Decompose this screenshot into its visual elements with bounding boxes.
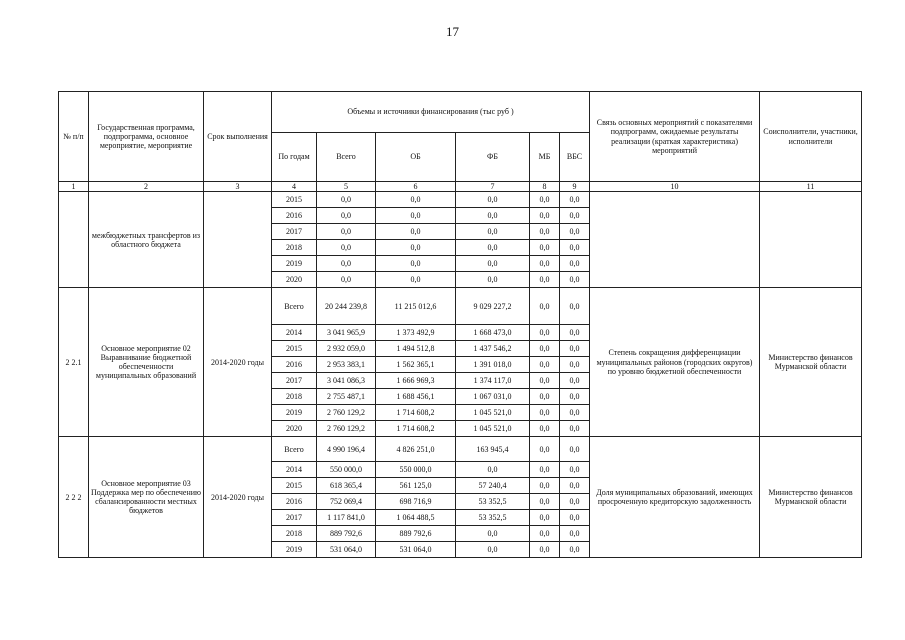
total-cell: 0,0 <box>317 208 376 224</box>
ob-cell: 4 826 251,0 <box>376 437 456 462</box>
column-number: 6 <box>376 182 456 192</box>
vbs-cell: 0,0 <box>560 341 590 357</box>
total-cell: 0,0 <box>317 192 376 208</box>
program-name: Основное мероприятие 03 Поддержка мер по обеспечению сбалансированности местных бюджетов <box>89 437 204 558</box>
vbs-cell: 0,0 <box>560 462 590 478</box>
fb-cell: 0,0 <box>456 224 530 240</box>
total-cell: 0,0 <box>317 240 376 256</box>
ob-cell: 1 373 492,9 <box>376 325 456 341</box>
header-mb: МБ <box>530 133 560 182</box>
column-number: 11 <box>760 182 862 192</box>
term: 2014-2020 годы <box>204 288 272 437</box>
total-cell: 2 932 059,0 <box>317 341 376 357</box>
mb-cell: 0,0 <box>530 510 560 526</box>
header-program: Государственная программа, подпрограмма, основное мероприятие, мероприятие <box>89 92 204 182</box>
mb-cell: 0,0 <box>530 405 560 421</box>
vbs-cell: 0,0 <box>560 256 590 272</box>
fb-cell: 1 067 031,0 <box>456 389 530 405</box>
total-cell: 531 064,0 <box>317 542 376 558</box>
mb-cell: 0,0 <box>530 421 560 437</box>
vbs-cell: 0,0 <box>560 208 590 224</box>
fb-cell: 0,0 <box>456 272 530 288</box>
executor <box>760 192 862 288</box>
ob-cell: 1 688 456,1 <box>376 389 456 405</box>
mb-cell: 0,0 <box>530 325 560 341</box>
year-cell: 2020 <box>272 272 317 288</box>
ob-cell: 531 064,0 <box>376 542 456 558</box>
mb-cell: 0,0 <box>530 256 560 272</box>
mb-cell: 0,0 <box>530 389 560 405</box>
total-cell: 2 953 383,1 <box>317 357 376 373</box>
year-cell: Всего <box>272 437 317 462</box>
mb-cell: 0,0 <box>530 240 560 256</box>
column-number: 1 <box>59 182 89 192</box>
column-number: 3 <box>204 182 272 192</box>
table-row <box>59 192 862 208</box>
ob-cell: 0,0 <box>376 224 456 240</box>
year-cell: 2014 <box>272 325 317 341</box>
header-total: Всего <box>317 133 376 182</box>
column-number: 9 <box>560 182 590 192</box>
program-name: Основное мероприятие 02 Выравнивание бюджетной обеспеченности муниципальных образований <box>89 288 204 437</box>
page-number: 17 <box>446 24 459 39</box>
total-cell: 2 755 487,1 <box>317 389 376 405</box>
fb-cell: 9 029 227,2 <box>456 288 530 325</box>
ob-cell: 550 000,0 <box>376 462 456 478</box>
total-cell: 618 365,4 <box>317 478 376 494</box>
year-cell: 2015 <box>272 192 317 208</box>
fb-cell: 1 668 473,0 <box>456 325 530 341</box>
mb-cell: 0,0 <box>530 272 560 288</box>
year-cell: 2020 <box>272 421 317 437</box>
total-cell: 4 990 196,4 <box>317 437 376 462</box>
vbs-cell: 0,0 <box>560 224 590 240</box>
year-cell: 2018 <box>272 240 317 256</box>
header-ob: ОБ <box>376 133 456 182</box>
year-cell: 2016 <box>272 357 317 373</box>
header-funding: Объемы и источники финансирования (тыс руб ) <box>272 92 590 133</box>
total-cell: 3 041 965,9 <box>317 325 376 341</box>
ob-cell: 698 716,9 <box>376 494 456 510</box>
mb-cell: 0,0 <box>530 208 560 224</box>
executor: Министерство финансов Мурманской области <box>760 288 862 437</box>
year-cell: 2019 <box>272 405 317 421</box>
year-cell: 2016 <box>272 208 317 224</box>
header-num: № п/п <box>59 92 89 182</box>
fb-cell: 0,0 <box>456 192 530 208</box>
row-num <box>59 192 89 288</box>
program-name: межбюджетных трансфертов из областного бюджета <box>89 192 204 288</box>
year-cell: 2017 <box>272 224 317 240</box>
vbs-cell: 0,0 <box>560 542 590 558</box>
vbs-cell: 0,0 <box>560 288 590 325</box>
ob-cell: 1 064 488,5 <box>376 510 456 526</box>
year-cell: Всего <box>272 288 317 325</box>
header-term: Срок выполнения <box>204 92 272 182</box>
year-cell: 2015 <box>272 341 317 357</box>
header-executors: Соисполнители, участники, исполнители <box>760 92 862 182</box>
ob-cell: 1 666 969,3 <box>376 373 456 389</box>
vbs-cell: 0,0 <box>560 325 590 341</box>
mb-cell: 0,0 <box>530 341 560 357</box>
ob-cell: 0,0 <box>376 256 456 272</box>
header-by-year: По годам <box>272 133 317 182</box>
fb-cell: 0,0 <box>456 462 530 478</box>
column-number: 10 <box>590 182 760 192</box>
header-link: Связь основных мероприятий с показателями подпрограмм, ожидаемые результаты реализации (краткая характеристика) мероприятий <box>590 92 760 182</box>
total-cell: 0,0 <box>317 224 376 240</box>
mb-cell: 0,0 <box>530 478 560 494</box>
vbs-cell: 0,0 <box>560 526 590 542</box>
mb-cell: 0,0 <box>530 373 560 389</box>
header-vbs: ВБС <box>560 133 590 182</box>
fb-cell: 53 352,5 <box>456 510 530 526</box>
vbs-cell: 0,0 <box>560 478 590 494</box>
fb-cell: 1 437 546,2 <box>456 341 530 357</box>
mb-cell: 0,0 <box>530 224 560 240</box>
year-cell: 2019 <box>272 542 317 558</box>
mb-cell: 0,0 <box>530 494 560 510</box>
year-cell: 2018 <box>272 526 317 542</box>
mb-cell: 0,0 <box>530 288 560 325</box>
ob-cell: 11 215 012,6 <box>376 288 456 325</box>
fb-cell: 1 391 018,0 <box>456 357 530 373</box>
link-text <box>590 192 760 288</box>
link-text: Доля муниципальных образований, имеющих просроченную кредиторскую задолженность <box>590 437 760 558</box>
term <box>204 192 272 288</box>
total-cell: 0,0 <box>317 272 376 288</box>
year-cell: 2016 <box>272 494 317 510</box>
ob-cell: 1 714 608,2 <box>376 405 456 421</box>
vbs-cell: 0,0 <box>560 437 590 462</box>
fb-cell: 1 045 521,0 <box>456 421 530 437</box>
vbs-cell: 0,0 <box>560 192 590 208</box>
ob-cell: 0,0 <box>376 272 456 288</box>
year-cell: 2018 <box>272 389 317 405</box>
total-cell: 0,0 <box>317 256 376 272</box>
table-row <box>59 437 862 462</box>
year-cell: 2014 <box>272 462 317 478</box>
ob-cell: 0,0 <box>376 192 456 208</box>
row-num: 2 2.1 <box>59 288 89 437</box>
column-number: 4 <box>272 182 317 192</box>
fb-cell: 57 240,4 <box>456 478 530 494</box>
vbs-cell: 0,0 <box>560 494 590 510</box>
column-number: 7 <box>456 182 530 192</box>
vbs-cell: 0,0 <box>560 389 590 405</box>
financing-table <box>58 91 862 558</box>
ob-cell: 1 494 512,8 <box>376 341 456 357</box>
fb-cell: 1 045 521,0 <box>456 405 530 421</box>
ob-cell: 1 562 365,1 <box>376 357 456 373</box>
vbs-cell: 0,0 <box>560 373 590 389</box>
year-cell: 2015 <box>272 478 317 494</box>
total-cell: 20 244 239,8 <box>317 288 376 325</box>
term: 2014-2020 годы <box>204 437 272 558</box>
mb-cell: 0,0 <box>530 462 560 478</box>
table-row <box>59 288 862 325</box>
ob-cell: 1 714 608,2 <box>376 421 456 437</box>
fb-cell: 0,0 <box>456 256 530 272</box>
total-cell: 1 117 841,0 <box>317 510 376 526</box>
column-number: 2 <box>89 182 204 192</box>
fb-cell: 0,0 <box>456 542 530 558</box>
link-text: Степень сокращения дифференциации муниципальных районов (городских округов) по уровню бюджетной обеспеченности <box>590 288 760 437</box>
column-number: 8 <box>530 182 560 192</box>
mb-cell: 0,0 <box>530 192 560 208</box>
ob-cell: 889 792,6 <box>376 526 456 542</box>
total-cell: 3 041 086,3 <box>317 373 376 389</box>
ob-cell: 561 125,0 <box>376 478 456 494</box>
column-number-row <box>59 182 862 192</box>
fb-cell: 1 374 117,0 <box>456 373 530 389</box>
total-cell: 550 000,0 <box>317 462 376 478</box>
year-cell: 2017 <box>272 510 317 526</box>
vbs-cell: 0,0 <box>560 240 590 256</box>
year-cell: 2017 <box>272 373 317 389</box>
year-cell: 2019 <box>272 256 317 272</box>
total-cell: 752 069,4 <box>317 494 376 510</box>
fb-cell: 0,0 <box>456 208 530 224</box>
fb-cell: 0,0 <box>456 240 530 256</box>
executor: Министерство финансов Мурманской области <box>760 437 862 558</box>
vbs-cell: 0,0 <box>560 357 590 373</box>
mb-cell: 0,0 <box>530 526 560 542</box>
total-cell: 889 792,6 <box>317 526 376 542</box>
vbs-cell: 0,0 <box>560 405 590 421</box>
column-number: 5 <box>317 182 376 192</box>
vbs-cell: 0,0 <box>560 272 590 288</box>
table-body <box>59 192 862 558</box>
ob-cell: 0,0 <box>376 240 456 256</box>
fb-cell: 163 945,4 <box>456 437 530 462</box>
fb-cell: 53 352,5 <box>456 494 530 510</box>
mb-cell: 0,0 <box>530 542 560 558</box>
table-header <box>59 92 862 192</box>
total-cell: 2 760 129,2 <box>317 405 376 421</box>
vbs-cell: 0,0 <box>560 421 590 437</box>
ob-cell: 0,0 <box>376 208 456 224</box>
total-cell: 2 760 129,2 <box>317 421 376 437</box>
mb-cell: 0,0 <box>530 437 560 462</box>
mb-cell: 0,0 <box>530 357 560 373</box>
header-fb: ФБ <box>456 133 530 182</box>
vbs-cell: 0,0 <box>560 510 590 526</box>
row-num: 2 2 2 <box>59 437 89 558</box>
fb-cell: 0,0 <box>456 526 530 542</box>
